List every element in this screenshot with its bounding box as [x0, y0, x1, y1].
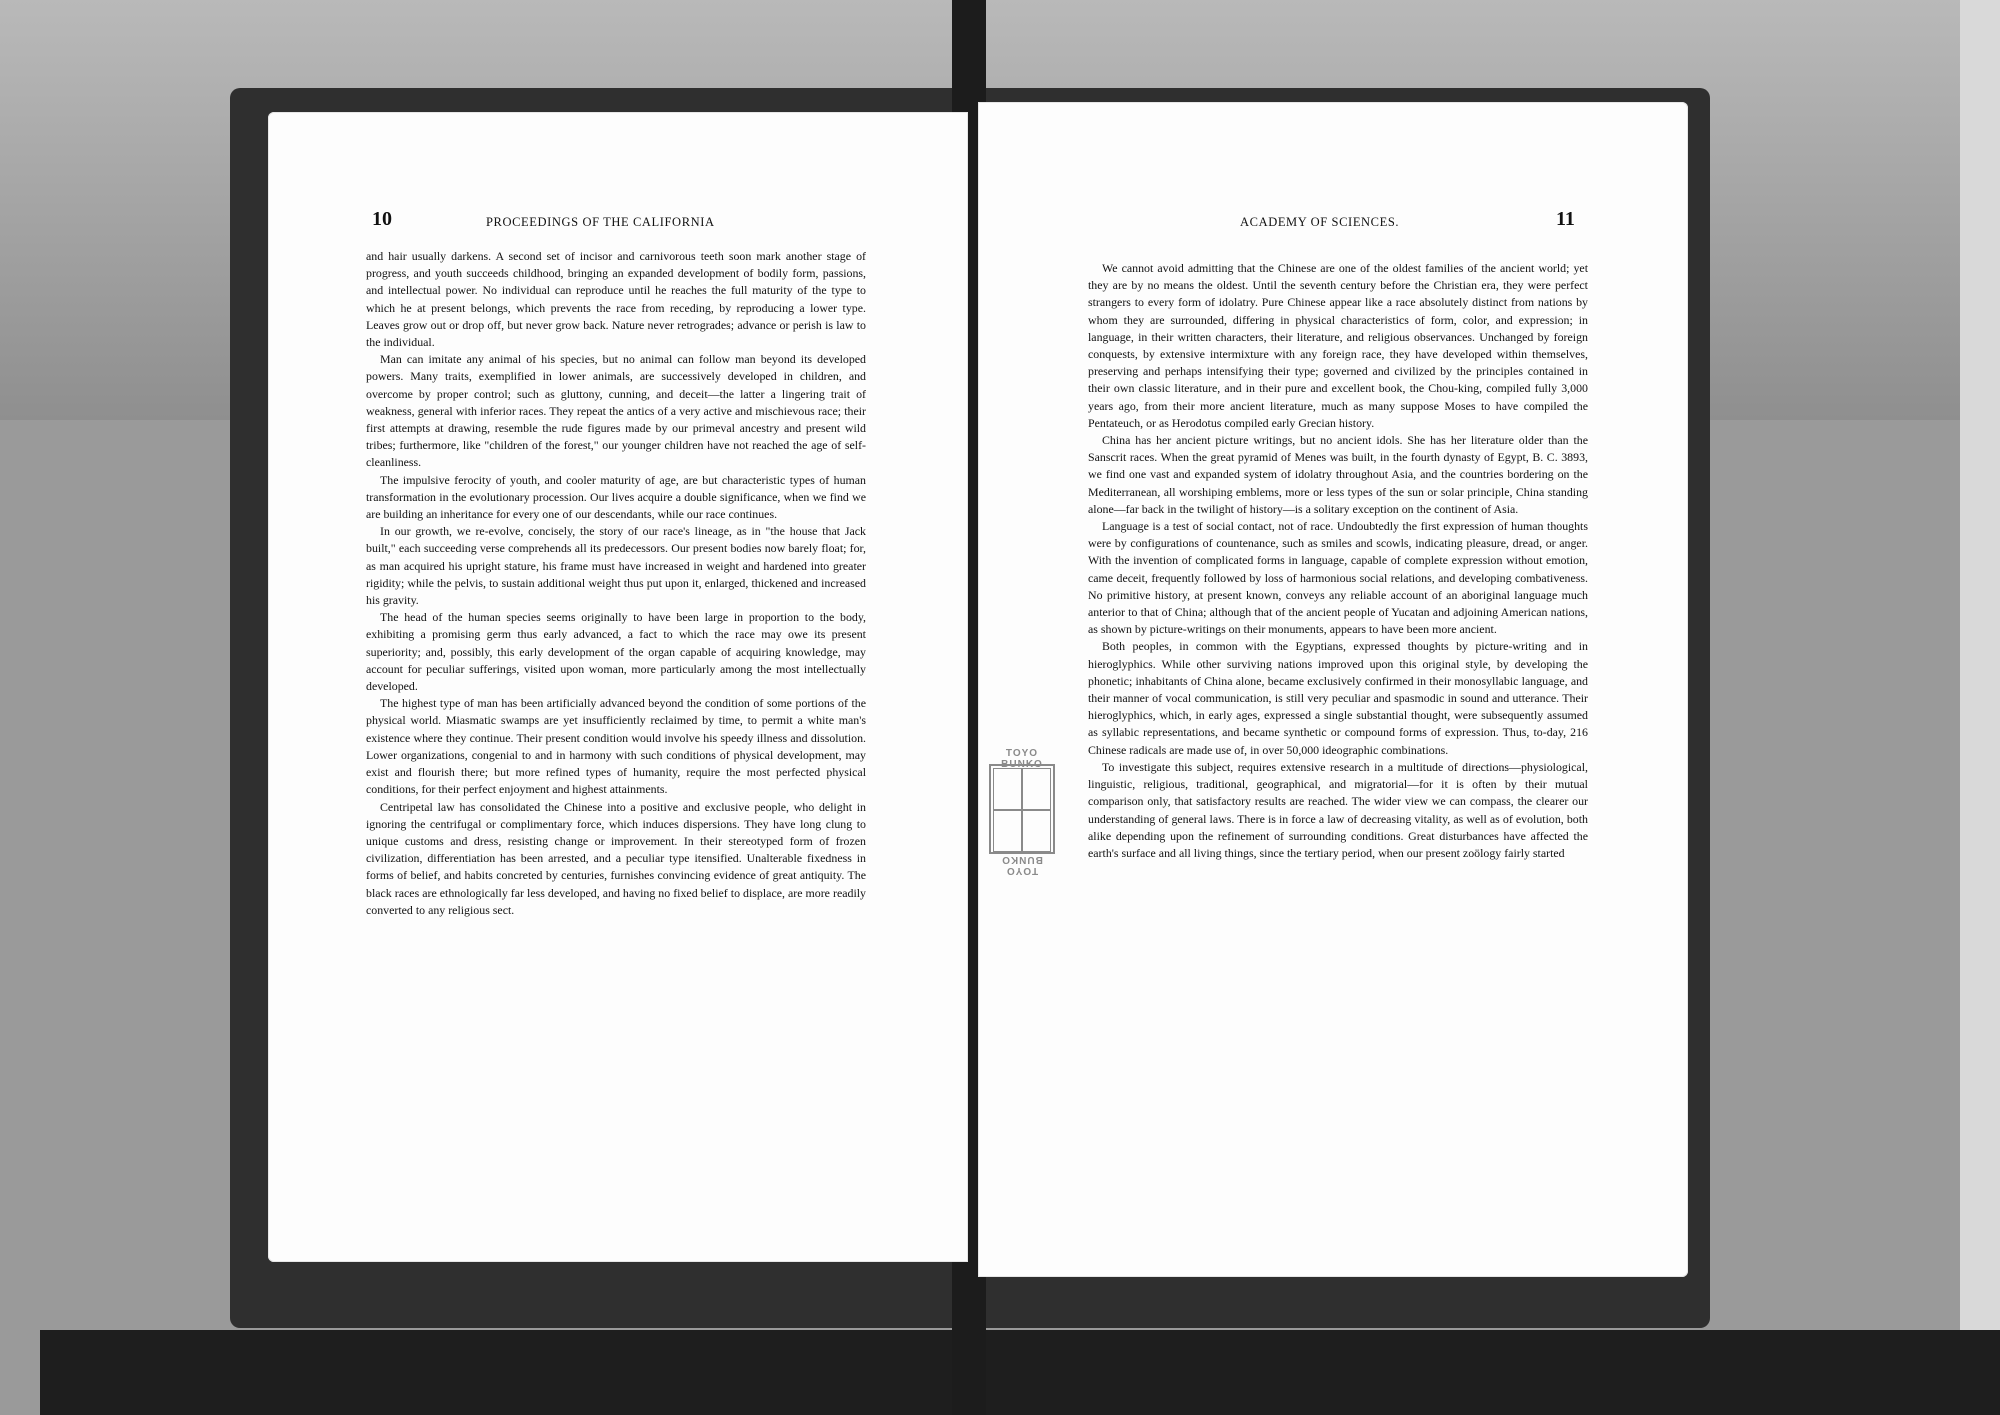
- photo-background-bottom: [40, 1330, 2000, 1415]
- stamp-seal-icon: [989, 764, 1055, 854]
- paragraph: In our growth, we re-evolve, concisely, the story of our race's lineage, as in "the house that Jack built," each succeeding verse comprehends all its predecessors. Our present bodies now barely float; for, as man acquired his upright stature, his frame must have increased in weight and hardened into greater rigidity; while the pelvis, to sustain additional weight thus put upon it, enlarged, thickened and increased his gravity.: [366, 524, 866, 608]
- paragraph: To investigate this subject, requires extensive research in a multitude of directions—physiological, linguistic, religious, traditional, geographical, and migratorial—for it is often by their mutual comparison only, that satisfactory results are reached. The wider view we can compass, the clearer our understanding of general laws. There is in force a law of decreasing vitality, as well as of evolution, both alike depending upon the refinement of surrounding conditions. Great disturbances have affected the earth's surface and all living things, since the tertiary period, when our present zoölogy fairly started: [1088, 759, 1588, 860]
- paragraph: Language is a test of social contact, not of race. Undoubtedly the first expression of human thoughts were by configurations of countenance, such as smiles and scowls, indicating pleasure, dread, or anger. With the invention of complicated forms in language, capable of complete expression without emotion, came deceit, frequently followed by loss of harmonious social relations, and developing combativeness. No primitive history, at present known, conveys any reliable account of an aboriginal language much anterior to that of China; although that of the ancient people of Yucatan and adjoining American nations, as shown by picture-writings on their monuments, appears to have been more ancient.: [1088, 519, 1588, 637]
- page-number: 11: [1556, 208, 1575, 230]
- paragraph: and hair usually darkens. A second set of incisor and carnivorous teeth soon mark another stage of progress, and youth succeeds childhood, bringing an expanded development of bodily form, passions, and intellectual power. No individual can reproduce until he reaches the full maturity of the type to which he at present belongs, which prevents the race from receding, by reproducing a lower type. Leaves grow out or drop off, but never grow back. Nature never retrogrades; advance or perish is law to the individual.: [366, 249, 866, 350]
- paragraph: Man can imitate any animal of his species, but no animal can follow man beyond its developed powers. Many traits, exemplified in lower animals, are successively developed in children, and overcome by proper control; such as gluttony, cunning, and deceit—the latter a lingering trait of weakness, general with inferior races. They repeat the antics of a very active and mischievous race; their first attempts at drawing, resemble the rude figures made by our primeval ancestry and present wild tribes; furthermore, like "children of the forest," our younger children have not reached the age of self-cleanliness.: [366, 352, 866, 470]
- stamp-bottom-text: TOYO BUNKO: [1001, 854, 1043, 876]
- paragraph: The highest type of man has been artificially advanced beyond the condition of some portions of the physical world. Miasmatic swamps are yet insufficiently reclaimed by time, to permit a white man's existence where they continue. Their present condition would involve his speedy illness and dissolution. Lower organizations, congenial to and in harmony with such conditions of physical development, may exist and flourish there; but more refined types of humanity, require the most perfected physical conditions, for their perfect enjoyment and highest attainments.: [366, 696, 866, 797]
- running-head: ACADEMY OF SCIENCES.: [1240, 215, 1400, 229]
- running-head: PROCEEDINGS OF THE CALIFORNIA: [486, 215, 715, 229]
- page-body: [366, 248, 866, 919]
- paragraph: The head of the human species seems originally to have been large in proportion to the body, exhibiting a promising germ thus early advanced, a fact to which the race may owe its present superiority; and, possibly, this early development of the organ capable of acquiring knowledge, may account for peculiar sufferings, visited upon woman, more particularly among the most intellectually developed.: [366, 610, 866, 694]
- left-page: [268, 112, 968, 1262]
- paragraph: China has her ancient picture writings, but no ancient idols. She has her literature older than the Sanscrit races. When the great pyramid of Menes was built, in the fourth dynasty of Egypt, B. C. 3893, we find one vast and expanded system of idolatry throughout Asia, and the countries bordering on the Mediterranean, all worshiping emblems, more or less types of the sun or solar principle, China standing alone—far back in the twilight of history—is a solitary exception on the continent of Asia.: [1088, 433, 1588, 516]
- page-body: [1088, 260, 1588, 862]
- paragraph: We cannot avoid admitting that the Chinese are one of the oldest families of the ancient world; yet they are by no means the oldest. Until the seventh century before the Christian era, they were perfect strangers to every form of idolatry. Pure Chinese appear like a race absolutely distinct from nations by whom they are surrounded, differing in physical characteristics of form, color, and expression; in language, in their written characters, their literature, and religious observances. Unchanged by foreign conquests, by extensive intermixture with any foreign race, they have developed within themselves, preserving and perhaps intensifying their type; governed and civilized by the principles contained in their own classic literature, and in their pure and excellent book, the Chou-king, compiled fully 3,000 years ago, from their more ancient literature, much as many suppose Moses to have compiled the Pentateuch, or as Herodotus compiled early Grecian history.: [1088, 261, 1588, 430]
- paragraph: The impulsive ferocity of youth, and cooler maturity of age, are but characteristic types of human transformation in the evolutionary procession. Our lives acquire a double significance, when we find we are building an inheritance for every one of our descendants, while our race continues.: [366, 472, 866, 522]
- library-stamp: [985, 748, 1059, 876]
- page-number: 10: [372, 208, 392, 230]
- paragraph: Centripetal law has consolidated the Chinese into a positive and exclusive people, who delight in ignoring the centrifugal or complimentary force, which induces dispersions. They have long clung to unique customs and dress, resisting change or improvement. In their stereotyped form of frozen civilization, differentiation has been arrested, and a peculiar type itensified. Unalterable fixedness in forms of belief, and habits concreted by centuries, furnishes convincing evidence of great antiquity. The black races are ethnologically far less developed, and having no fixed belief to displace, are more readily converted to any religious sect.: [366, 799, 866, 917]
- photo-background-right: [1960, 0, 2000, 1415]
- stamp-top-text: TOYO BUNKO: [1001, 748, 1043, 770]
- right-page: [978, 102, 1688, 1277]
- paragraph: Both peoples, in common with the Egyptians, expressed thoughts by picture-writing and in hieroglyphics. While other surviving nations improved upon this original style, by developing the phonetic; inhabitants of China alone, became exclusively confirmed in their monosyllabic language, and their manner of vocal communication, is still very peculiar and spasmodic in sound and utterance. Their hieroglyphics, which, in early ages, expressed a single substantial thought, were subsequently assumed as syllabic representations, and became synthetic or compound forms of expression. Thus, to-day, 216 Chinese radicals are made use of, in over 50,000 ideographic combinations.: [1088, 639, 1588, 757]
